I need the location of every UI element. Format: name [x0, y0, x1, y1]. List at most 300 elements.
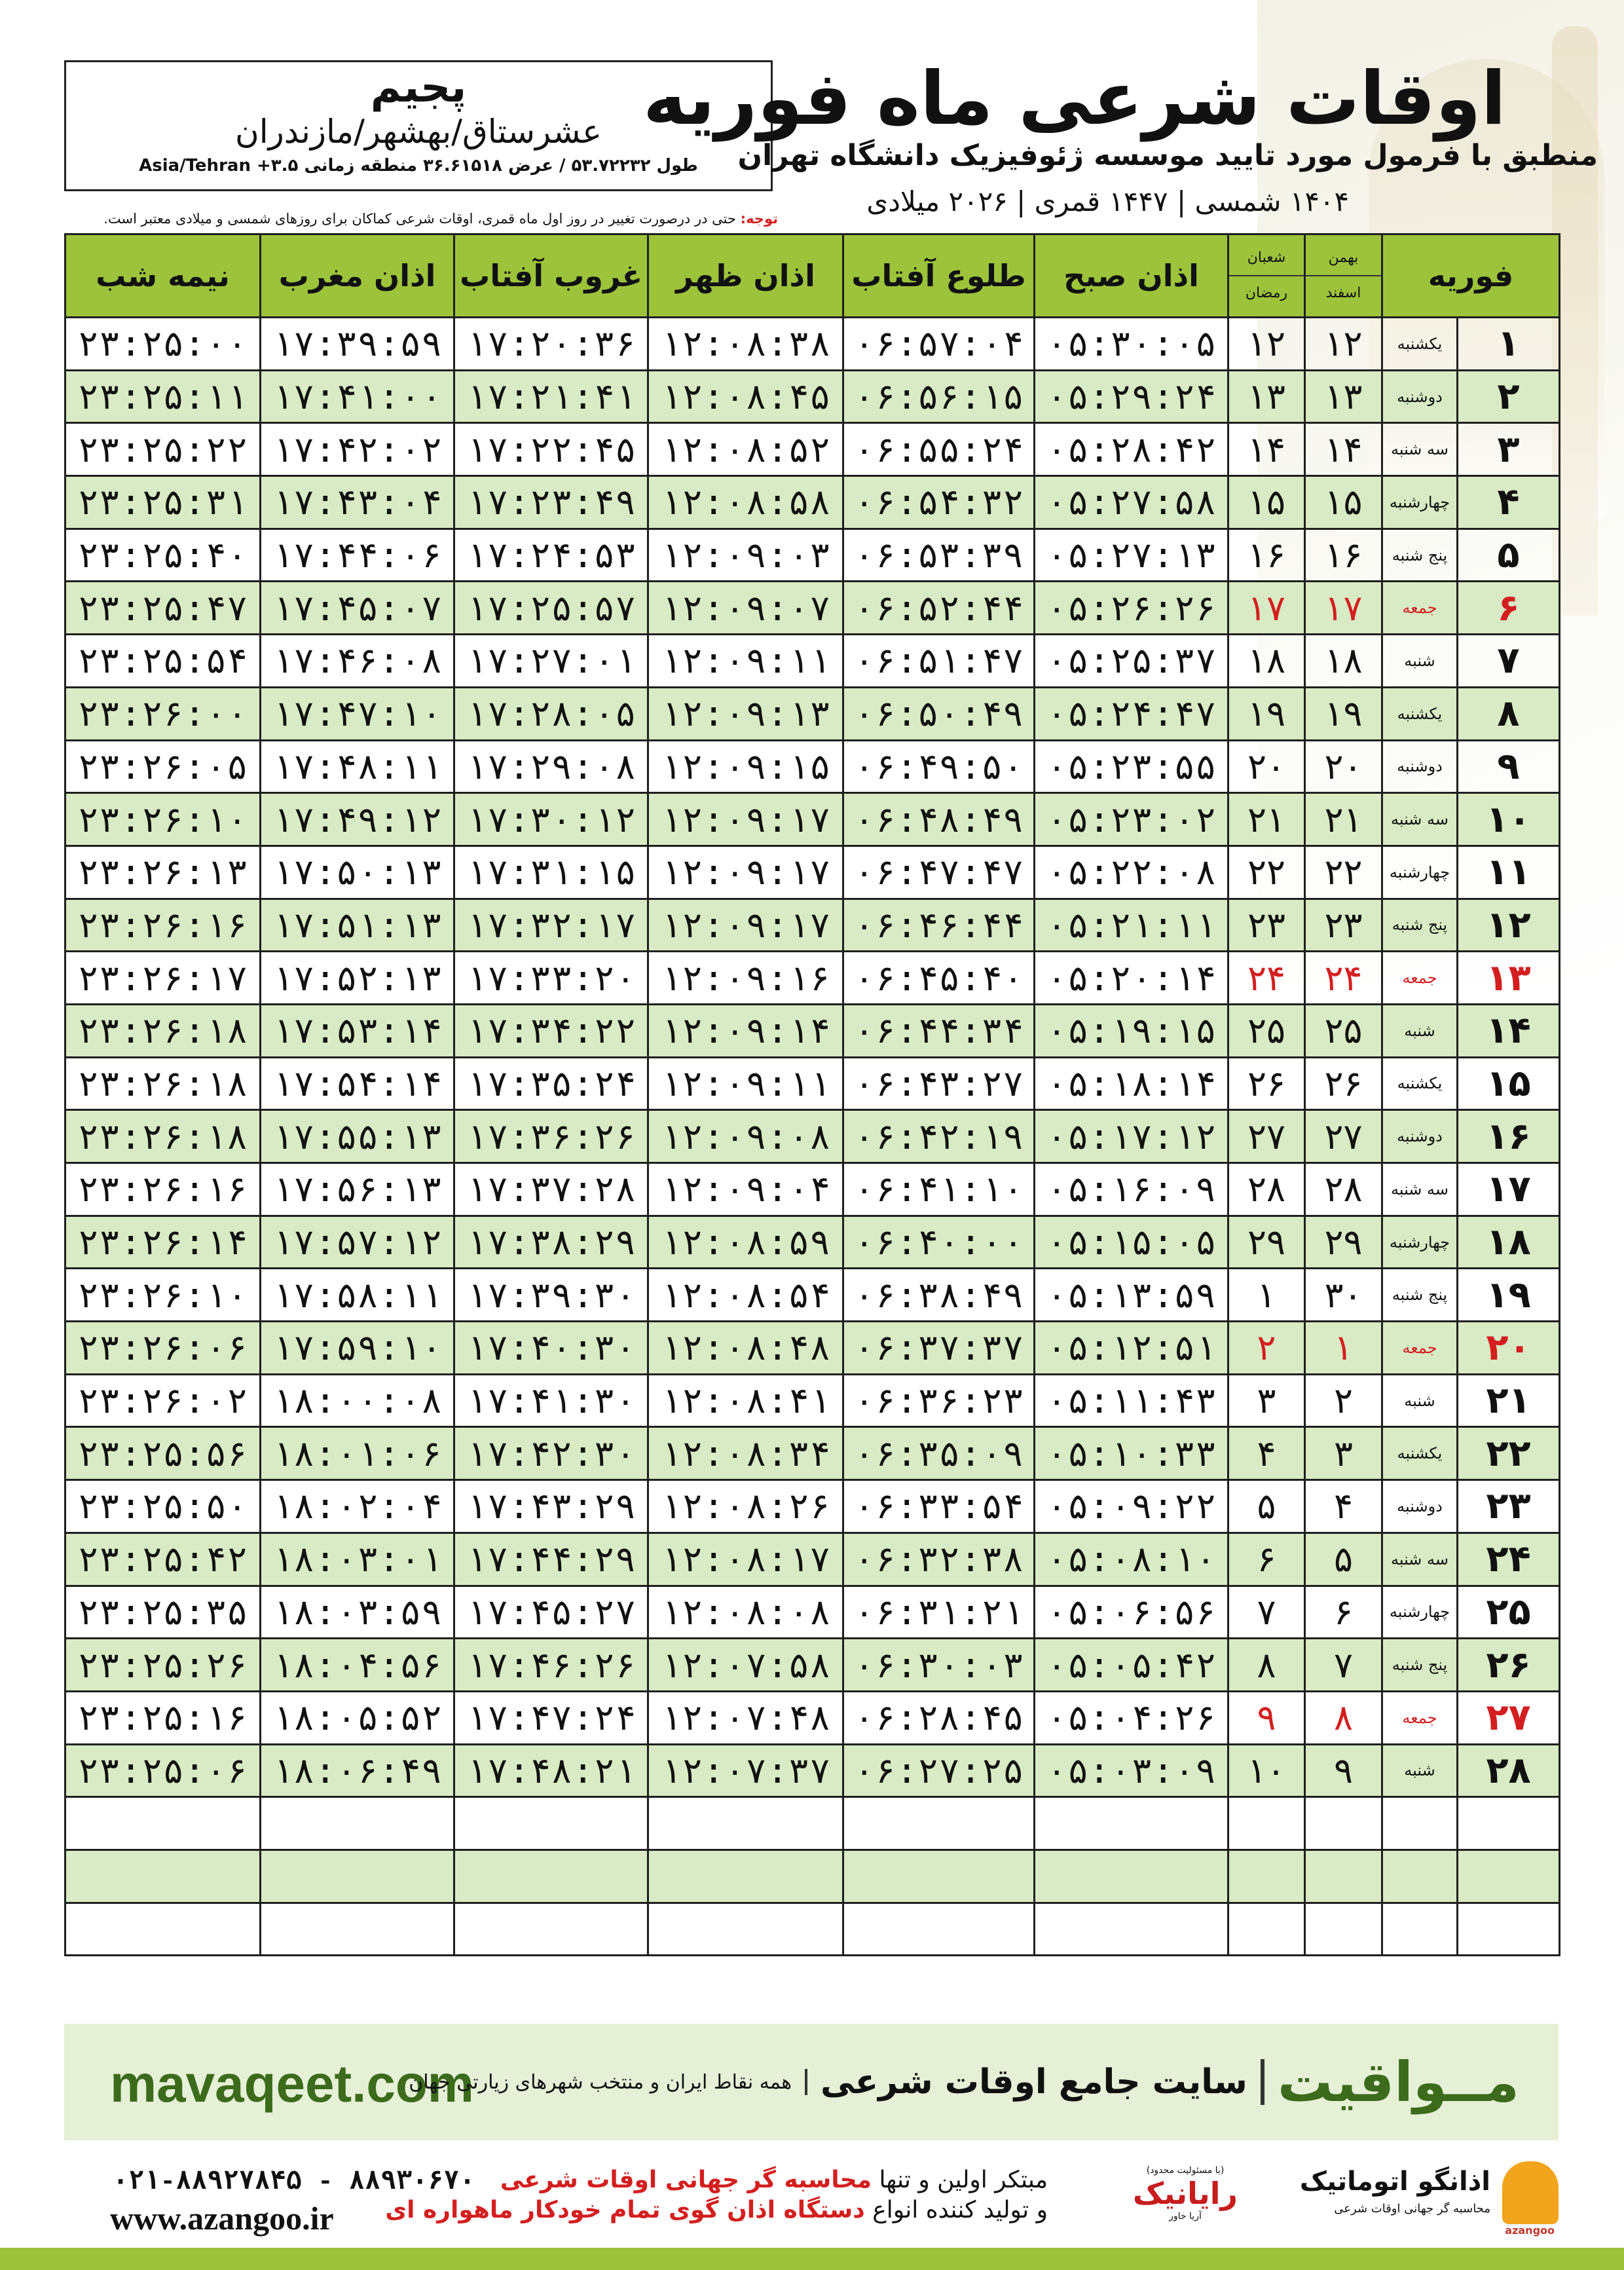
- qamari-day-cell: ۲۴: [1228, 952, 1305, 1005]
- qamari-day-cell: ۴: [1228, 1427, 1305, 1480]
- maghrib-time-cell: ۱۷:۵۱:۱۳: [261, 899, 454, 952]
- empty-cell: [1035, 1850, 1228, 1903]
- sunset-time-cell: ۱۷:۳۸:۲۹: [454, 1216, 648, 1269]
- maghrib-time-cell: ۱۷:۴۸:۱۱: [261, 740, 454, 793]
- dhuhr-time-cell: ۱۲:۰۹:۰۸: [648, 1110, 843, 1163]
- table-row: [65, 952, 1560, 1005]
- empty-cell: [843, 1797, 1035, 1850]
- footer-line-1-text: مبتکر اولین و تنها: [872, 2167, 1048, 2193]
- sunrise-time-cell: ۰۶:۳۵:۰۹: [843, 1427, 1035, 1480]
- weekday-cell: یکشنبه: [1382, 318, 1458, 371]
- dhuhr-time-cell: ۱۲:۰۹:۱۷: [648, 846, 843, 899]
- table-row: [65, 529, 1560, 582]
- sunset-time-cell: ۱۷:۲۳:۴۹: [454, 476, 648, 529]
- maghrib-time-cell: ۱۷:۵۶:۱۳: [261, 1163, 454, 1216]
- maghrib-time-cell: ۱۷:۵۴:۱۴: [261, 1057, 454, 1110]
- weekday-cell: چهارشنبه: [1382, 1586, 1458, 1639]
- sunset-time-cell: ۱۷:۲۱:۴۱: [454, 370, 648, 423]
- weekday-cell: شنبه: [1382, 635, 1458, 688]
- coordinates: طول ۵۳.۷۲۲۳۲ / عرض ۳۶.۶۱۵۱۸ منطقه زمانی ۳.۵+ Asia/Tehran: [139, 156, 698, 176]
- dhuhr-time-cell: ۱۲:۰۹:۰۳: [648, 529, 843, 582]
- weekday-cell: سه شنبه: [1382, 793, 1458, 846]
- sunrise-time-cell: ۰۶:۵۱:۴۷: [843, 635, 1035, 688]
- shamsi-day-cell: ۳: [1305, 1427, 1382, 1480]
- empty-cell: [454, 1903, 648, 1956]
- day-cell: ۲۶: [1458, 1639, 1560, 1692]
- sunset-time-cell: ۱۷:۳۴:۲۲: [454, 1004, 648, 1057]
- day-cell: ۳: [1458, 423, 1560, 476]
- dhuhr-time-cell: ۱۲:۰۹:۱۱: [648, 635, 843, 688]
- header-sunrise: طلوع آفتاب: [843, 234, 1035, 318]
- day-cell: ۷: [1458, 635, 1560, 688]
- dhuhr-time-cell: ۱۲:۰۹:۱۳: [648, 687, 843, 740]
- azangoo-name: اذانگو اتوماتیک: [1299, 2167, 1490, 2197]
- footer-line-2-text: و تولید کننده انواع: [864, 2197, 1048, 2223]
- shamsi-day-cell: ۲: [1305, 1374, 1382, 1427]
- weekday-cell: پنج شنبه: [1382, 899, 1458, 952]
- footer-line-1: [485, 2165, 1048, 2195]
- shamsi-day-cell: ۲۶: [1305, 1057, 1382, 1110]
- sunrise-time-cell: ۰۶:۲۷:۲۵: [843, 1744, 1035, 1797]
- qamari-day-cell: ۲۳: [1228, 899, 1305, 952]
- weekday-cell: جمعه: [1382, 952, 1458, 1005]
- sunrise-time-cell: ۰۶:۵۴:۳۲: [843, 476, 1035, 529]
- midnight-time-cell: ۲۳:۲۵:۰۰: [65, 318, 261, 371]
- qamari-day-cell: ۱۹: [1228, 687, 1305, 740]
- midnight-time-cell: ۲۳:۲۶:۱۰: [65, 793, 261, 846]
- dhuhr-time-cell: ۱۲:۰۹:۱۱: [648, 1057, 843, 1110]
- fajr-time-cell: ۰۵:۰۹:۲۲: [1035, 1480, 1228, 1533]
- shamsi-day-cell: ۳۰: [1305, 1269, 1382, 1322]
- empty-cell: [1035, 1903, 1228, 1956]
- shamsi-day-cell: ۲۴: [1305, 952, 1382, 1005]
- site-banner: [64, 2024, 1559, 2140]
- empty-row: [65, 1797, 1560, 1850]
- sunrise-time-cell: ۰۶:۳۷:۳۷: [843, 1322, 1035, 1375]
- azangoo-tagline: محاسبه گر جهانی اوقات شرعی: [1334, 2202, 1490, 2216]
- bottom-bar: [0, 2248, 1624, 2270]
- dhuhr-time-cell: ۱۲:۰۷:۴۸: [648, 1691, 843, 1744]
- table-row: [65, 1480, 1560, 1533]
- header-qamari-a: شعبان: [1229, 241, 1304, 276]
- maghrib-time-cell: ۱۷:۵۹:۱۰: [261, 1322, 454, 1375]
- dhuhr-time-cell: ۱۲:۰۹:۰۴: [648, 1163, 843, 1216]
- weekday-cell: پنج شنبه: [1382, 529, 1458, 582]
- dhuhr-time-cell: ۱۲:۰۹:۰۷: [648, 582, 843, 635]
- shamsi-day-cell: ۴: [1305, 1480, 1382, 1533]
- day-cell: ۶: [1458, 582, 1560, 635]
- fajr-time-cell: ۰۵:۰۸:۱۰: [1035, 1533, 1228, 1586]
- table-row: [65, 1004, 1560, 1057]
- rayanik-name: رایانیک: [1133, 2176, 1238, 2211]
- shamsi-day-cell: ۸: [1305, 1691, 1382, 1744]
- empty-cell: [1305, 1903, 1382, 1956]
- day-cell: ۱۸: [1458, 1216, 1560, 1269]
- day-cell: ۱۷: [1458, 1163, 1560, 1216]
- midnight-time-cell: ۲۳:۲۵:۱۶: [65, 1691, 261, 1744]
- qamari-day-cell: ۲۲: [1228, 846, 1305, 899]
- table-row: [65, 740, 1560, 793]
- empty-cell: [65, 1797, 261, 1850]
- header-sunset: غروب آفتاب: [454, 234, 648, 318]
- maghrib-time-cell: ۱۷:۴۶:۰۸: [261, 635, 454, 688]
- midnight-time-cell: ۲۳:۲۵:۲۲: [65, 423, 261, 476]
- table-row: [65, 1216, 1560, 1269]
- midnight-time-cell: ۲۳:۲۵:۳۵: [65, 1586, 261, 1639]
- fajr-time-cell: ۰۵:۲۸:۴۲: [1035, 423, 1228, 476]
- sunrise-time-cell: ۰۶:۴۳:۲۷: [843, 1057, 1035, 1110]
- day-cell: ۱۱: [1458, 846, 1560, 899]
- qamari-day-cell: ۲: [1228, 1322, 1305, 1375]
- header-qamari-b: رمضان: [1245, 285, 1288, 301]
- table-row: [65, 687, 1560, 740]
- header-month: فوریه: [1382, 234, 1560, 318]
- fajr-time-cell: ۰۵:۱۶:۰۹: [1035, 1163, 1228, 1216]
- midnight-time-cell: ۲۳:۲۶:۰۰: [65, 687, 261, 740]
- fajr-time-cell: ۰۵:۱۳:۵۹: [1035, 1269, 1228, 1322]
- weekday-cell: چهارشنبه: [1382, 1216, 1458, 1269]
- weekday-cell: جمعه: [1382, 582, 1458, 635]
- shamsi-day-cell: ۱۶: [1305, 529, 1382, 582]
- maghrib-time-cell: ۱۸:۰۲:۰۴: [261, 1480, 454, 1533]
- midnight-time-cell: ۲۳:۲۶:۱۸: [65, 1057, 261, 1110]
- qamari-day-cell: ۲۸: [1228, 1163, 1305, 1216]
- table-row: [65, 1639, 1560, 1692]
- maghrib-time-cell: ۱۷:۵۸:۱۱: [261, 1269, 454, 1322]
- midnight-time-cell: ۲۳:۲۶:۱۸: [65, 1110, 261, 1163]
- shamsi-day-cell: ۲۷: [1305, 1110, 1382, 1163]
- midnight-time-cell: ۲۳:۲۵:۴۲: [65, 1533, 261, 1586]
- weekday-cell: دوشنبه: [1382, 1110, 1458, 1163]
- notice-label: توجه:: [740, 211, 778, 227]
- sunrise-time-cell: ۰۶:۳۸:۴۹: [843, 1269, 1035, 1322]
- maghrib-time-cell: ۱۷:۴۹:۱۲: [261, 793, 454, 846]
- qamari-day-cell: ۱۳: [1228, 370, 1305, 423]
- sunset-time-cell: ۱۷:۴۴:۲۹: [454, 1533, 648, 1586]
- weekday-cell: شنبه: [1382, 1004, 1458, 1057]
- weekday-cell: سه شنبه: [1382, 1533, 1458, 1586]
- midnight-time-cell: ۲۳:۲۵:۵۶: [65, 1427, 261, 1480]
- midnight-time-cell: ۲۳:۲۵:۴۷: [65, 582, 261, 635]
- header-midnight: نیمه شب: [65, 234, 261, 318]
- shamsi-day-cell: ۶: [1305, 1586, 1382, 1639]
- empty-cell: [648, 1797, 843, 1850]
- dhuhr-time-cell: ۱۲:۰۹:۱۵: [648, 740, 843, 793]
- qamari-day-cell: ۱۸: [1228, 635, 1305, 688]
- azangoo-mark-text: azangoo: [1505, 2224, 1555, 2237]
- azangoo-logo: [1283, 2161, 1559, 2237]
- midnight-time-cell: ۲۳:۲۵:۱۱: [65, 370, 261, 423]
- table-header-row: [65, 234, 1560, 318]
- fajr-time-cell: ۰۵:۲۶:۲۶: [1035, 582, 1228, 635]
- fajr-time-cell: ۰۵:۳۰:۰۵: [1035, 318, 1228, 371]
- banner-divider: [1261, 2059, 1264, 2105]
- qamari-day-cell: ۲۶: [1228, 1057, 1305, 1110]
- fajr-time-cell: ۰۵:۱۹:۱۵: [1035, 1004, 1228, 1057]
- shamsi-day-cell: ۱۵: [1305, 476, 1382, 529]
- table-row: [65, 793, 1560, 846]
- dhuhr-time-cell: ۱۲:۰۸:۳۴: [648, 1427, 843, 1480]
- sunrise-time-cell: ۰۶:۳۰:۰۳: [843, 1639, 1035, 1692]
- sunset-time-cell: ۱۷:۴۷:۲۴: [454, 1691, 648, 1744]
- sunset-time-cell: ۱۷:۳۱:۱۵: [454, 846, 648, 899]
- day-cell: ۹: [1458, 740, 1560, 793]
- sunrise-time-cell: ۰۶:۳۱:۲۱: [843, 1586, 1035, 1639]
- qamari-day-cell: ۲۵: [1228, 1004, 1305, 1057]
- dhuhr-time-cell: ۱۲:۰۸:۲۶: [648, 1480, 843, 1533]
- maghrib-time-cell: ۱۷:۵۷:۱۲: [261, 1216, 454, 1269]
- footer-line-2: [385, 2195, 1048, 2225]
- rayanik-small-text: (با مسئولیت محدود): [1146, 2165, 1225, 2176]
- empty-cell: [1458, 1903, 1560, 1956]
- contact-url[interactable]: www.azangoo.ir: [110, 2200, 334, 2237]
- banner-tagline: همه نقاط ایران و منتخب شهرهای زیارتی جهان: [409, 2070, 792, 2094]
- sunset-time-cell: ۱۷:۳۲:۱۷: [454, 899, 648, 952]
- fajr-time-cell: ۰۵:۱۱:۴۳: [1035, 1374, 1228, 1427]
- sunrise-time-cell: ۰۶:۴۶:۴۴: [843, 899, 1035, 952]
- dhuhr-time-cell: ۱۲:۰۸:۱۷: [648, 1533, 843, 1586]
- day-cell: ۲۳: [1458, 1480, 1560, 1533]
- empty-cell: [261, 1850, 454, 1903]
- maghrib-time-cell: ۱۷:۴۳:۰۴: [261, 476, 454, 529]
- sunset-time-cell: ۱۷:۳۰:۱۲: [454, 793, 648, 846]
- table-row: [65, 1057, 1560, 1110]
- table-body: [65, 318, 1560, 1956]
- qamari-day-cell: ۱۴: [1228, 423, 1305, 476]
- prayer-times-table: [64, 233, 1560, 1956]
- empty-cell: [843, 1903, 1035, 1956]
- empty-cell: [261, 1903, 454, 1956]
- sunrise-time-cell: ۰۶:۴۴:۳۴: [843, 1004, 1035, 1057]
- empty-cell: [1382, 1850, 1458, 1903]
- day-cell: ۲۰: [1458, 1322, 1560, 1375]
- table-row: [65, 846, 1560, 899]
- dhuhr-time-cell: ۱۲:۰۸:۰۸: [648, 1586, 843, 1639]
- page-title: اوقات شرعی ماه فوریه: [642, 56, 1506, 141]
- qamari-day-cell: ۱۰: [1228, 1744, 1305, 1797]
- page-subtitle: منطبق با فرمول مورد تایید موسسه ژئوفیزیک دانشگاه تهران: [737, 139, 1598, 172]
- day-cell: ۱۴: [1458, 1004, 1560, 1057]
- header-maghrib: اذان مغرب: [261, 234, 454, 318]
- sunset-time-cell: ۱۷:۴۰:۳۰: [454, 1322, 648, 1375]
- fajr-time-cell: ۰۵:۱۸:۱۴: [1035, 1057, 1228, 1110]
- sunrise-time-cell: ۰۶:۳۳:۵۴: [843, 1480, 1035, 1533]
- empty-cell: [1305, 1797, 1382, 1850]
- empty-row: [65, 1850, 1560, 1903]
- weekday-cell: سه شنبه: [1382, 1163, 1458, 1216]
- shamsi-day-cell: ۱۲: [1305, 318, 1382, 371]
- sunrise-time-cell: ۰۶:۵۰:۴۹: [843, 687, 1035, 740]
- maghrib-time-cell: ۱۸:۰۳:۰۱: [261, 1533, 454, 1586]
- region-name: عشرستاق/بهشهر/مازندران: [234, 113, 602, 151]
- footer-line-2-highlight: دستگاه اذان گوی تمام خودکار ماهواره ای: [385, 2197, 865, 2223]
- table-row: [65, 1533, 1560, 1586]
- header-shamsi-b: اسفند: [1325, 285, 1361, 301]
- city-name: پجیم: [370, 64, 467, 112]
- rayanik-sub: آریا خاور: [1169, 2211, 1202, 2222]
- empty-cell: [65, 1903, 261, 1956]
- sunset-time-cell: ۱۷:۲۴:۵۳: [454, 529, 648, 582]
- fajr-time-cell: ۰۵:۲۷:۱۳: [1035, 529, 1228, 582]
- rayanik-logo: [1113, 2165, 1257, 2224]
- sunset-time-cell: ۱۷:۲۷:۰۱: [454, 635, 648, 688]
- qamari-day-cell: ۸: [1228, 1639, 1305, 1692]
- qamari-day-cell: ۹: [1228, 1691, 1305, 1744]
- day-cell: ۲: [1458, 370, 1560, 423]
- qamari-day-cell: ۱۲: [1228, 318, 1305, 371]
- banner-slogan: سایت جامع اوقات شرعی: [821, 2062, 1247, 2102]
- maghrib-time-cell: ۱۸:۰۳:۵۹: [261, 1586, 454, 1639]
- fajr-time-cell: ۰۵:۱۰:۳۳: [1035, 1427, 1228, 1480]
- empty-cell: [1035, 1797, 1228, 1850]
- dhuhr-time-cell: ۱۲:۰۷:۳۷: [648, 1744, 843, 1797]
- weekday-cell: یکشنبه: [1382, 1427, 1458, 1480]
- sunrise-time-cell: ۰۶:۲۸:۴۵: [843, 1691, 1035, 1744]
- shamsi-day-cell: ۲۱: [1305, 793, 1382, 846]
- fajr-time-cell: ۰۵:۲۵:۳۷: [1035, 635, 1228, 688]
- day-cell: ۲۵: [1458, 1586, 1560, 1639]
- maghrib-time-cell: ۱۷:۴۲:۰۲: [261, 423, 454, 476]
- brand-logo: مــواقیت: [1277, 2050, 1519, 2114]
- empty-cell: [454, 1797, 648, 1850]
- fajr-time-cell: ۰۵:۱۵:۰۵: [1035, 1216, 1228, 1269]
- table-row: [65, 1744, 1560, 1797]
- sunrise-time-cell: ۰۶:۴۰:۰۰: [843, 1216, 1035, 1269]
- sunrise-time-cell: ۰۶:۴۸:۴۹: [843, 793, 1035, 846]
- fajr-time-cell: ۰۵:۲۹:۲۴: [1035, 370, 1228, 423]
- weekday-cell: پنج شنبه: [1382, 1269, 1458, 1322]
- empty-cell: [261, 1797, 454, 1850]
- maghrib-time-cell: ۱۷:۵۰:۱۳: [261, 846, 454, 899]
- shamsi-day-cell: ۱: [1305, 1322, 1382, 1375]
- dhuhr-time-cell: ۱۲:۰۸:۴۸: [648, 1322, 843, 1375]
- qamari-day-cell: ۱۷: [1228, 582, 1305, 635]
- shamsi-day-cell: ۱۳: [1305, 370, 1382, 423]
- day-cell: ۲۴: [1458, 1533, 1560, 1586]
- sunrise-time-cell: ۰۶:۴۹:۵۰: [843, 740, 1035, 793]
- shamsi-day-cell: ۲۵: [1305, 1004, 1382, 1057]
- midnight-time-cell: ۲۳:۲۶:۱۷: [65, 952, 261, 1005]
- weekday-cell: یکشنبه: [1382, 1057, 1458, 1110]
- maghrib-time-cell: ۱۷:۵۳:۱۴: [261, 1004, 454, 1057]
- banner-branding: [409, 2050, 1519, 2114]
- qamari-day-cell: ۷: [1228, 1586, 1305, 1639]
- midnight-time-cell: ۲۳:۲۶:۱۸: [65, 1004, 261, 1057]
- midnight-time-cell: ۲۳:۲۵:۰۶: [65, 1744, 261, 1797]
- sunset-time-cell: ۱۷:۳۷:۲۸: [454, 1163, 648, 1216]
- midnight-time-cell: ۲۳:۲۶:۱۶: [65, 899, 261, 952]
- dhuhr-time-cell: ۱۲:۰۸:۵۹: [648, 1216, 843, 1269]
- azangoo-mark-icon: [1502, 2161, 1559, 2224]
- shamsi-day-cell: ۲۲: [1305, 846, 1382, 899]
- sunrise-time-cell: ۰۶:۴۱:۱۰: [843, 1163, 1035, 1216]
- midnight-time-cell: ۲۳:۲۶:۱۴: [65, 1216, 261, 1269]
- header-fajr: اذان صبح: [1035, 234, 1228, 318]
- weekday-cell: دوشنبه: [1382, 370, 1458, 423]
- site-url[interactable]: mavaqeet.com: [110, 2055, 474, 2113]
- midnight-time-cell: ۲۳:۲۵:۵۰: [65, 1480, 261, 1533]
- header-shamsi-a: بهمن: [1306, 241, 1381, 276]
- qamari-day-cell: ۲۱: [1228, 793, 1305, 846]
- fajr-time-cell: ۰۵:۱۷:۱۲: [1035, 1110, 1228, 1163]
- weekday-cell: چهارشنبه: [1382, 846, 1458, 899]
- qamari-day-cell: ۳: [1228, 1374, 1305, 1427]
- midnight-time-cell: ۲۳:۲۵:۳۱: [65, 476, 261, 529]
- weekday-cell: جمعه: [1382, 1691, 1458, 1744]
- maghrib-time-cell: ۱۷:۵۲:۱۳: [261, 952, 454, 1005]
- table-row: [65, 582, 1560, 635]
- qamari-day-cell: ۲۷: [1228, 1110, 1305, 1163]
- day-cell: ۱۹: [1458, 1269, 1560, 1322]
- shamsi-day-cell: ۲۰: [1305, 740, 1382, 793]
- day-cell: ۱۳: [1458, 952, 1560, 1005]
- weekday-cell: دوشنبه: [1382, 740, 1458, 793]
- empty-cell: [1382, 1797, 1458, 1850]
- empty-cell: [648, 1850, 843, 1903]
- empty-cell: [1305, 1850, 1382, 1903]
- qamari-day-cell: ۲۰: [1228, 740, 1305, 793]
- maghrib-time-cell: ۱۸:۰۵:۵۲: [261, 1691, 454, 1744]
- empty-cell: [1458, 1797, 1560, 1850]
- sunrise-time-cell: ۰۶:۵۲:۴۴: [843, 582, 1035, 635]
- sunrise-time-cell: ۰۶:۳۲:۳۸: [843, 1533, 1035, 1586]
- fajr-time-cell: ۰۵:۲۳:۰۲: [1035, 793, 1228, 846]
- sunrise-time-cell: ۰۶:۴۷:۴۷: [843, 846, 1035, 899]
- notice-text: حتی در درصورت تغییر در روز اول ماه قمری، اوقات شرعی کماکان برای روزهای شمسی و میلادی معتبر است.: [103, 211, 741, 227]
- empty-cell: [1228, 1797, 1305, 1850]
- day-cell: ۱۶: [1458, 1110, 1560, 1163]
- dhuhr-time-cell: ۱۲:۰۷:۵۸: [648, 1639, 843, 1692]
- day-cell: ۲۱: [1458, 1374, 1560, 1427]
- dhuhr-time-cell: ۱۲:۰۹:۱۷: [648, 899, 843, 952]
- table-row: [65, 370, 1560, 423]
- day-cell: ۱: [1458, 318, 1560, 371]
- sunset-time-cell: ۱۷:۴۵:۲۷: [454, 1586, 648, 1639]
- weekday-cell: پنج شنبه: [1382, 1639, 1458, 1692]
- weekday-cell: سه شنبه: [1382, 423, 1458, 476]
- empty-cell: [1228, 1903, 1305, 1956]
- table-row: [65, 899, 1560, 952]
- sunset-time-cell: ۱۷:۴۱:۳۰: [454, 1374, 648, 1427]
- fajr-time-cell: ۰۵:۰۵:۴۲: [1035, 1639, 1228, 1692]
- qamari-day-cell: ۱۵: [1228, 476, 1305, 529]
- shamsi-day-cell: ۲۸: [1305, 1163, 1382, 1216]
- dhuhr-time-cell: ۱۲:۰۹:۱۴: [648, 1004, 843, 1057]
- midnight-time-cell: ۲۳:۲۶:۰۶: [65, 1322, 261, 1375]
- table-row: [65, 318, 1560, 371]
- fajr-time-cell: ۰۵:۲۰:۱۴: [1035, 952, 1228, 1005]
- shamsi-day-cell: ۱۷: [1305, 582, 1382, 635]
- shamsi-day-cell: ۲۳: [1305, 899, 1382, 952]
- table-row: [65, 635, 1560, 688]
- dhuhr-time-cell: ۱۲:۰۸:۵۴: [648, 1269, 843, 1322]
- midnight-time-cell: ۲۳:۲۶:۱۶: [65, 1163, 261, 1216]
- table-row: [65, 1269, 1560, 1322]
- calendar-years: ۱۴۰۴ شمسی | ۱۴۴۷ قمری | ۲۰۲۶ میلادی: [866, 185, 1349, 217]
- day-cell: ۸: [1458, 687, 1560, 740]
- weekday-cell: یکشنبه: [1382, 687, 1458, 740]
- table-row: [65, 1374, 1560, 1427]
- maghrib-time-cell: ۱۷:۴۱:۰۰: [261, 370, 454, 423]
- shamsi-day-cell: ۲۹: [1305, 1216, 1382, 1269]
- dhuhr-time-cell: ۱۲:۰۸:۵۸: [648, 476, 843, 529]
- notice: [64, 211, 778, 227]
- qamari-day-cell: ۵: [1228, 1480, 1305, 1533]
- footer-line-1-highlight: محاسبه گر جهانی اوقات شرعی: [500, 2167, 872, 2193]
- header-dhuhr: اذان ظهر: [648, 234, 843, 318]
- midnight-time-cell: ۲۳:۲۵:۲۶: [65, 1639, 261, 1692]
- maghrib-time-cell: ۱۸:۰۶:۴۹: [261, 1744, 454, 1797]
